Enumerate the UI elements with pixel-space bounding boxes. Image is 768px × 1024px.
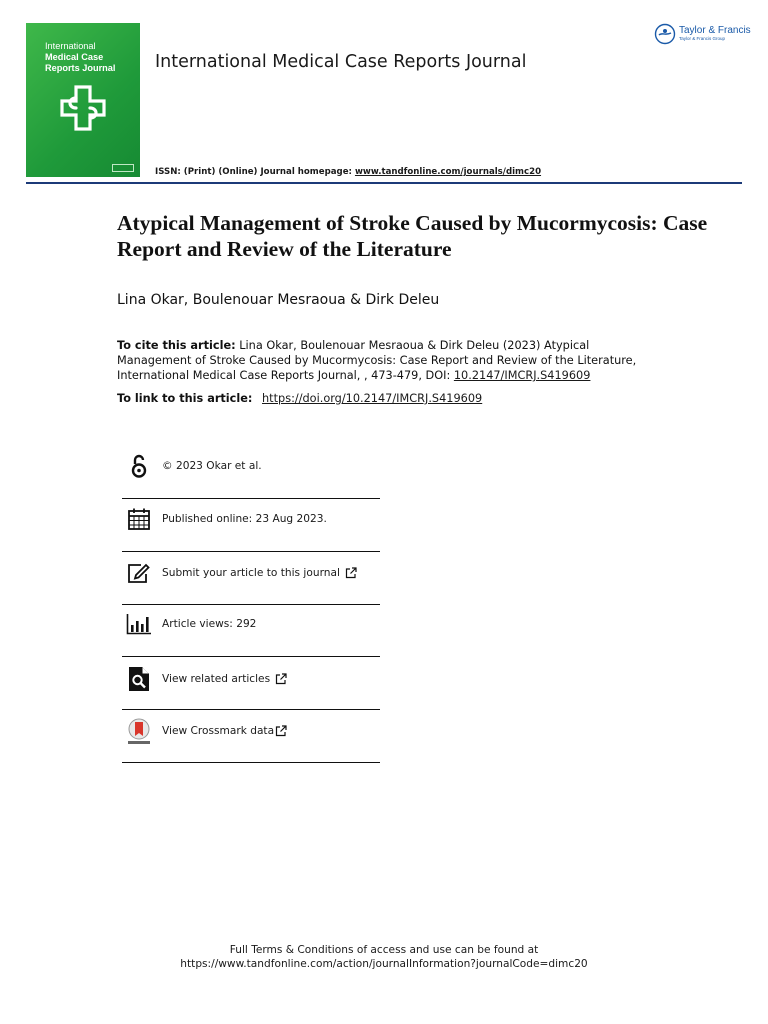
crossmark-link[interactable] — [162, 725, 287, 737]
published-row — [122, 505, 380, 533]
issn-text: ISSN: (Print) (Online) Journal homepage: — [155, 167, 355, 177]
cover-title-line1: International — [45, 41, 96, 51]
issn-line — [155, 167, 541, 177]
publisher-logo — [654, 23, 751, 45]
citation — [117, 338, 662, 383]
cover-title — [45, 41, 115, 74]
external-link-icon — [275, 673, 287, 685]
citation-text: Lina Okar, Boulenouar Mesraoua & Dirk Deleu (2023) Atypical Management of Stroke Caused by Mucormycosis: Case Report and Review of the Literature, International Medical Case Reports Journal, , 473-479, DOI: — [117, 339, 637, 382]
article-link-line — [117, 392, 482, 405]
divider — [122, 551, 380, 552]
taylor-francis-logo-icon — [654, 23, 676, 45]
divider — [122, 656, 380, 657]
related-articles-label: View related articles — [162, 673, 271, 685]
journal-cover — [26, 23, 140, 177]
article-doi-link[interactable]: https://doi.org/10.2147/IMCRJ.S419609 — [262, 392, 483, 405]
article-views-text: Article views: 292 — [162, 618, 257, 630]
footer-terms — [0, 944, 768, 971]
external-link-icon — [345, 567, 357, 579]
article-views-row — [122, 610, 380, 638]
header-divider — [26, 182, 742, 184]
cover-title-line2: Medical Case — [45, 52, 104, 62]
related-articles-link[interactable] — [162, 673, 287, 685]
document-search-icon — [125, 665, 153, 693]
copyright-text: © 2023 Okar et al. — [162, 460, 262, 472]
divider — [122, 762, 380, 763]
citation-doi-link[interactable]: 10.2147/IMCRJ.S419609 — [453, 369, 591, 382]
crossmark-icon — [125, 717, 153, 745]
cover-publisher-mark — [112, 164, 134, 172]
edit-icon — [125, 559, 153, 587]
open-access-icon — [125, 452, 153, 480]
external-link-icon — [275, 725, 287, 737]
crossmark-label: View Crossmark data — [162, 725, 275, 737]
divider — [122, 498, 380, 499]
cover-title-line3: Reports Journal — [45, 63, 116, 73]
publisher-group: Taylor & Francis Group — [679, 36, 726, 41]
journal-title: International Medical Case Reports Journal — [155, 52, 527, 72]
crossmark-row[interactable] — [122, 717, 380, 745]
cover-logo-icon — [54, 79, 112, 137]
article-authors: Lina Okar, Boulenouar Mesraoua & Dirk Deleu — [117, 292, 440, 308]
footer-line1: Full Terms & Conditions of access and use can be found at — [229, 944, 539, 956]
submit-article-row[interactable] — [122, 559, 380, 587]
article-title: Atypical Management of Stroke Caused by Mucormycosis: Case Report and Review of the Literature — [117, 211, 708, 261]
journal-homepage-link[interactable]: www.tandfonline.com/journals/dimc20 — [354, 167, 542, 177]
submit-article-link[interactable] — [162, 567, 357, 579]
copyright-row — [122, 452, 380, 480]
article-link-label: To link to this article: — [117, 392, 253, 405]
divider — [122, 709, 380, 710]
divider — [122, 604, 380, 605]
published-date-text: Published online: 23 Aug 2023. — [162, 513, 327, 525]
footer-terms-link[interactable]: https://www.tandfonline.com/action/journalInformation?journalCode=dimc20 — [180, 957, 588, 970]
publisher-name: Taylor & Francis — [679, 25, 751, 36]
bar-chart-icon — [125, 610, 153, 638]
related-articles-row[interactable] — [122, 665, 380, 693]
submit-article-label: Submit your article to this journal — [162, 567, 340, 579]
citation-label: To cite this article: — [117, 339, 236, 352]
calendar-icon — [125, 505, 153, 533]
